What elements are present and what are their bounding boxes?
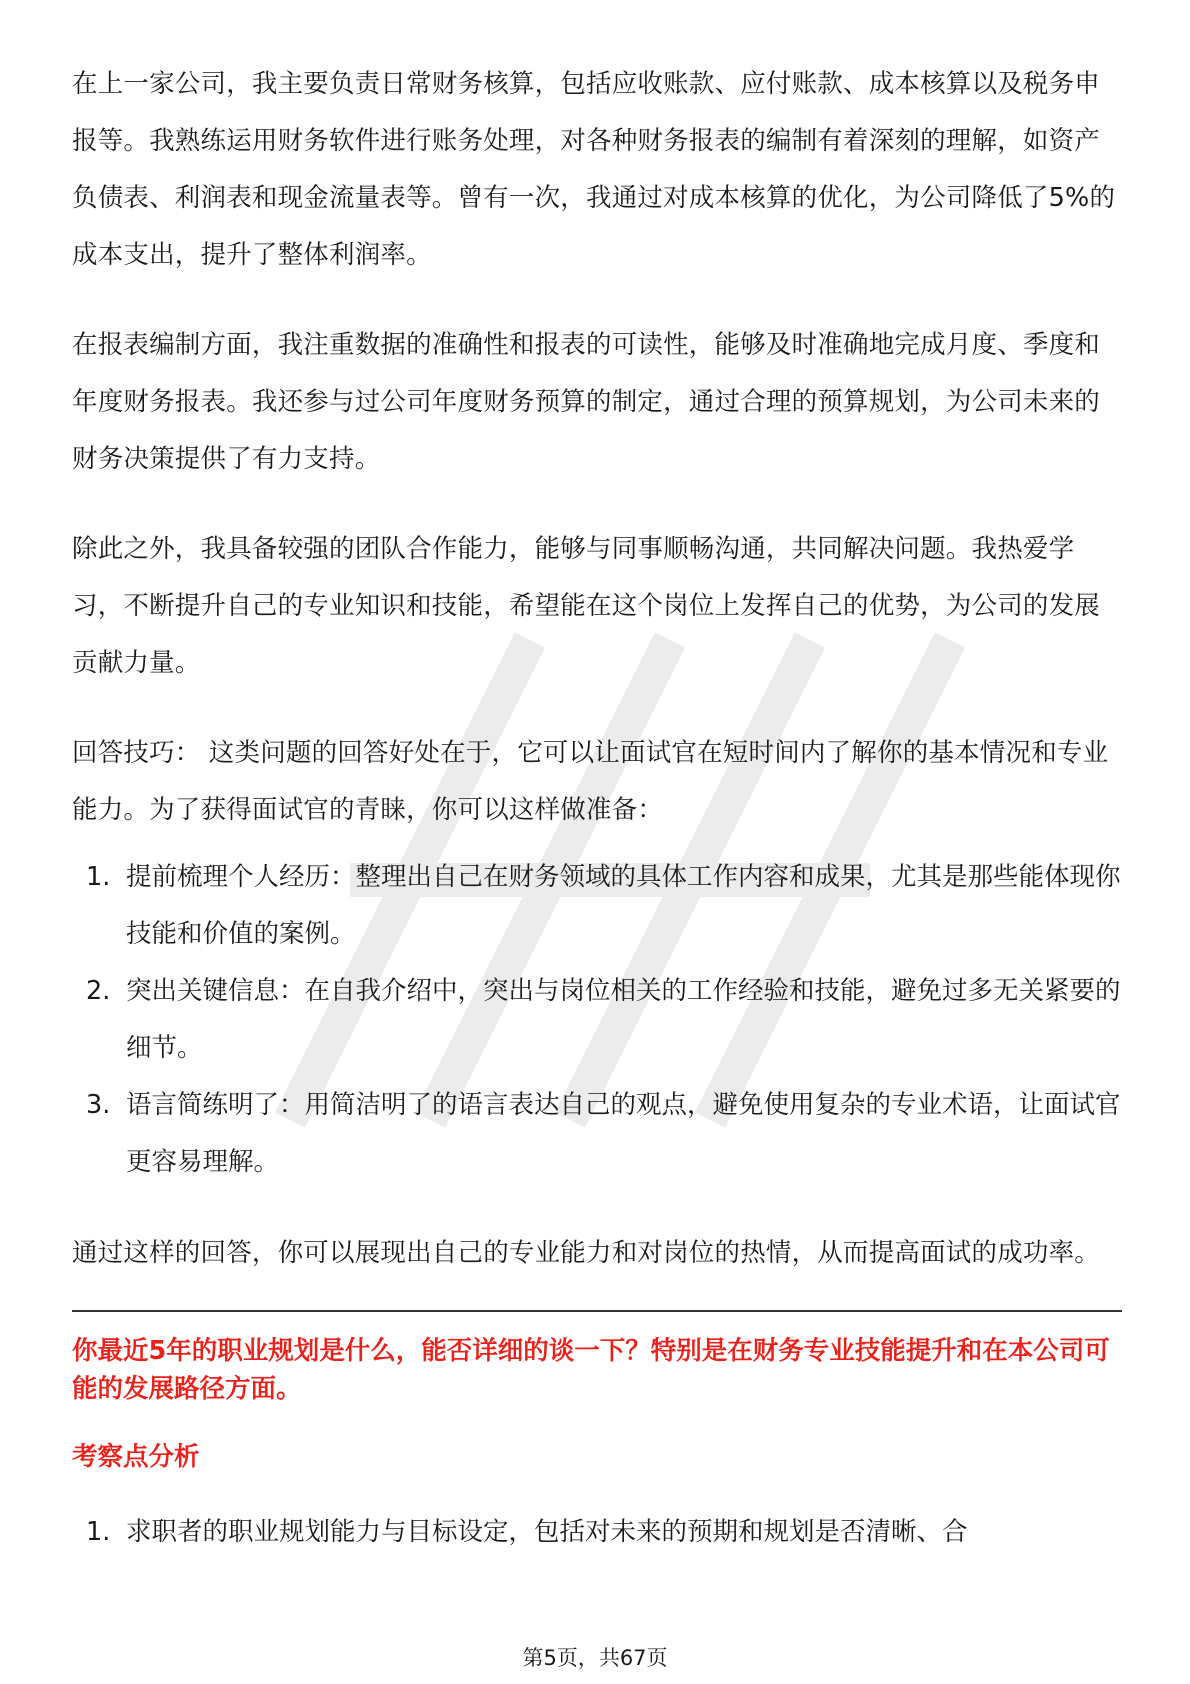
page-footer: 第5页，共67页 (522, 1646, 668, 1670)
list-item (72, 849, 1122, 963)
analysis-list (72, 1504, 1122, 1561)
list-number: 1. (86, 862, 111, 892)
section-divider (72, 1310, 1122, 1312)
list-number: 3. (86, 1090, 111, 1120)
list-item-text: 提前梳理个人经历：整理出自己在财务领域的具体工作内容和成果，尤其是那些能体现你技能和价值的案例。 (126, 862, 1121, 949)
paragraph-teamwork: 除此之外，我具备较强的团队合作能力，能够与同事顺畅沟通，共同解决问题。我热爱学习，不断提升自己的专业知识和技能，希望能在这个岗位上发挥自己的优势，为公司的发展贡献力量。 (72, 534, 1101, 678)
list-item-text: 求职者的职业规划能力与目标设定，包括对未来的预期和规划是否清晰、合 (126, 1517, 968, 1547)
list-item-text: 语言简练明了：用简洁明了的语言表达自己的观点，避免使用复杂的专业术语，让面试官更容易理解。 (126, 1090, 1121, 1177)
paragraph-reporting: 在报表编制方面，我注重数据的准确性和报表的可读性，能够及时准确地完成月度、季度和年度财务报表。我还参与过公司年度财务预算的制定，通过合理的预算规划，为公司未来的财务决策提供了有力支持。 (72, 330, 1101, 474)
list-item (72, 1077, 1122, 1191)
document-content (72, 56, 1122, 1595)
paragraph-experience: 在上一家公司，我主要负责日常财务核算，包括应收账款、应付账款、成本核算以及税务申报等。我熟练运用财务软件进行账务处理，对各种财务报表的编制有着深刻的理解，如资产负债表、利润表和现金流量表等。曾有一次，我通过对成本核算的优化，为公司降低了5%的成本支出，提升了整体利润率。 (72, 69, 1116, 270)
list-number: 1. (86, 1517, 111, 1547)
paragraph-answer-tips: 回答技巧： 这类问题的回答好处在于，它可以让面试官在短时间内了解你的基本情况和专业能力。为了获得面试官的青睐，你可以这样做准备： (72, 738, 1109, 825)
tips-list (72, 849, 1122, 1191)
interview-question: 你最近5年的职业规划是什么，能否详细的谈一下？特别是在财务专业技能提升和在本公司可能的发展路径方面。 (72, 1336, 1110, 1404)
list-item (72, 1504, 1122, 1561)
list-item-text: 突出关键信息：在自我介绍中，突出与岗位相关的工作经验和技能，避免过多无关紧要的细节。 (126, 976, 1121, 1063)
list-number: 2. (86, 976, 111, 1006)
paragraph-closing: 通过这样的回答，你可以展现出自己的专业能力和对岗位的热情，从而提高面试的成功率。 (72, 1238, 1101, 1268)
list-item (72, 963, 1122, 1077)
analysis-heading: 考察点分析 (72, 1442, 200, 1472)
